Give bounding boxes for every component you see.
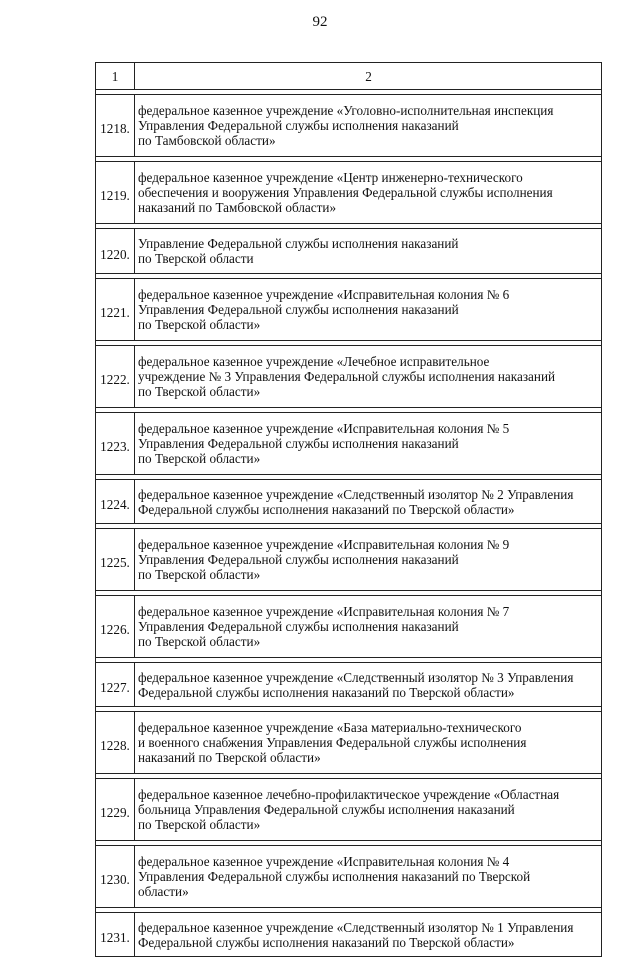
table-row	[96, 229, 602, 274]
table-row	[96, 779, 602, 841]
table-row	[96, 413, 602, 475]
table-row	[96, 162, 602, 224]
row-number: 1227.	[96, 663, 135, 707]
row-text-content: федеральное казенное учреждение «Исправительная колония № 7 Управления Федеральной службы исполнения наказаний по Тверской области»	[138, 604, 510, 649]
row-number: 1218.	[96, 95, 135, 157]
table-row	[96, 279, 602, 341]
header-col-name: 2	[135, 63, 602, 90]
row-text	[135, 529, 602, 591]
row-number: 1225.	[96, 529, 135, 591]
row-number: 1224.	[96, 480, 135, 524]
page-number: 92	[312, 14, 328, 30]
row-text-content: федеральное казенное учреждение «Центр инженерно-технического обеспечения и вооружения Управления Федеральной службы исполнения наказаний по Тамбовской области»	[138, 170, 553, 215]
table-row	[96, 596, 602, 658]
row-text-content: федеральное казенное учреждение «Исправительная колония № 9 Управления Федеральной службы исполнения наказаний по Тверской области»	[138, 537, 510, 582]
table-row	[96, 846, 602, 908]
row-text-content: федеральное казенное учреждение «Исправительная колония № 4 Управления Федеральной службы исполнения наказаний по Тверской области»	[138, 854, 531, 899]
row-text-content: федеральное казенное учреждение «Следственный изолятор № 1 Управления Федеральной службы исполнения наказаний по Тверской области»	[138, 919, 574, 950]
row-text	[135, 480, 602, 524]
row-text	[135, 162, 602, 224]
row-text-content: федеральное казенное учреждение «Исправительная колония № 6 Управления Федеральной службы исполнения наказаний по Тверской области»	[138, 287, 510, 332]
row-text-content: Управление Федеральной службы исполнения наказаний по Тверской области	[138, 236, 459, 266]
table-row	[96, 913, 602, 957]
row-number: 1230.	[96, 846, 135, 908]
row-text	[135, 663, 602, 707]
header-col-number: 1	[96, 63, 135, 90]
table-row	[96, 95, 602, 157]
row-text-content: федеральное казенное учреждение «Уголовно-исполнительная инспекция Управления Федеральной службы исполнения наказаний по Тамбовской области»	[138, 103, 554, 148]
row-text	[135, 913, 602, 957]
row-text	[135, 95, 602, 157]
row-text	[135, 846, 602, 908]
row-text	[135, 229, 602, 274]
row-text	[135, 779, 602, 841]
table-row	[96, 346, 602, 408]
row-number: 1223.	[96, 413, 135, 475]
row-text-content: федеральное казенное учреждение «Следственный изолятор № 2 Управления Федеральной службы исполнения наказаний по Тверской области»	[138, 486, 574, 517]
row-text	[135, 413, 602, 475]
table-row	[96, 529, 602, 591]
row-text-content: федеральное казенное учреждение «Исправительная колония № 5 Управления Федеральной службы исполнения наказаний по Тверской области»	[138, 421, 510, 466]
row-text-content: федеральное казенное учреждение «Следственный изолятор № 3 Управления Федеральной службы исполнения наказаний по Тверской области»	[138, 669, 574, 700]
row-text	[135, 712, 602, 774]
row-text	[135, 279, 602, 341]
table-row	[96, 712, 602, 774]
table-row	[96, 663, 602, 707]
row-text	[135, 346, 602, 408]
row-number: 1222.	[96, 346, 135, 408]
row-number: 1220.	[96, 229, 135, 274]
row-number: 1226.	[96, 596, 135, 658]
row-number: 1228.	[96, 712, 135, 774]
row-number: 1229.	[96, 779, 135, 841]
row-number: 1231.	[96, 913, 135, 957]
row-number: 1221.	[96, 279, 135, 341]
row-number: 1219.	[96, 162, 135, 224]
table-header-row	[96, 63, 602, 90]
row-text	[135, 596, 602, 658]
row-text-content: федеральное казенное учреждение «Лечебное исправительное учреждение № 3 Управления Федеральной службы исполнения наказаний по Тверской области»	[138, 354, 556, 399]
row-text-content: федеральное казенное учреждение «База материально-технического и военного снабжения Управления Федеральной службы исполнения наказаний по Тверской области»	[138, 720, 527, 765]
table-row	[96, 480, 602, 524]
registry-table	[95, 62, 602, 957]
row-text-content: федеральное казенное лечебно-профилактическое учреждение «Областная больница Управления Федеральной службы исполнения наказаний по Тверской области»	[138, 787, 560, 832]
